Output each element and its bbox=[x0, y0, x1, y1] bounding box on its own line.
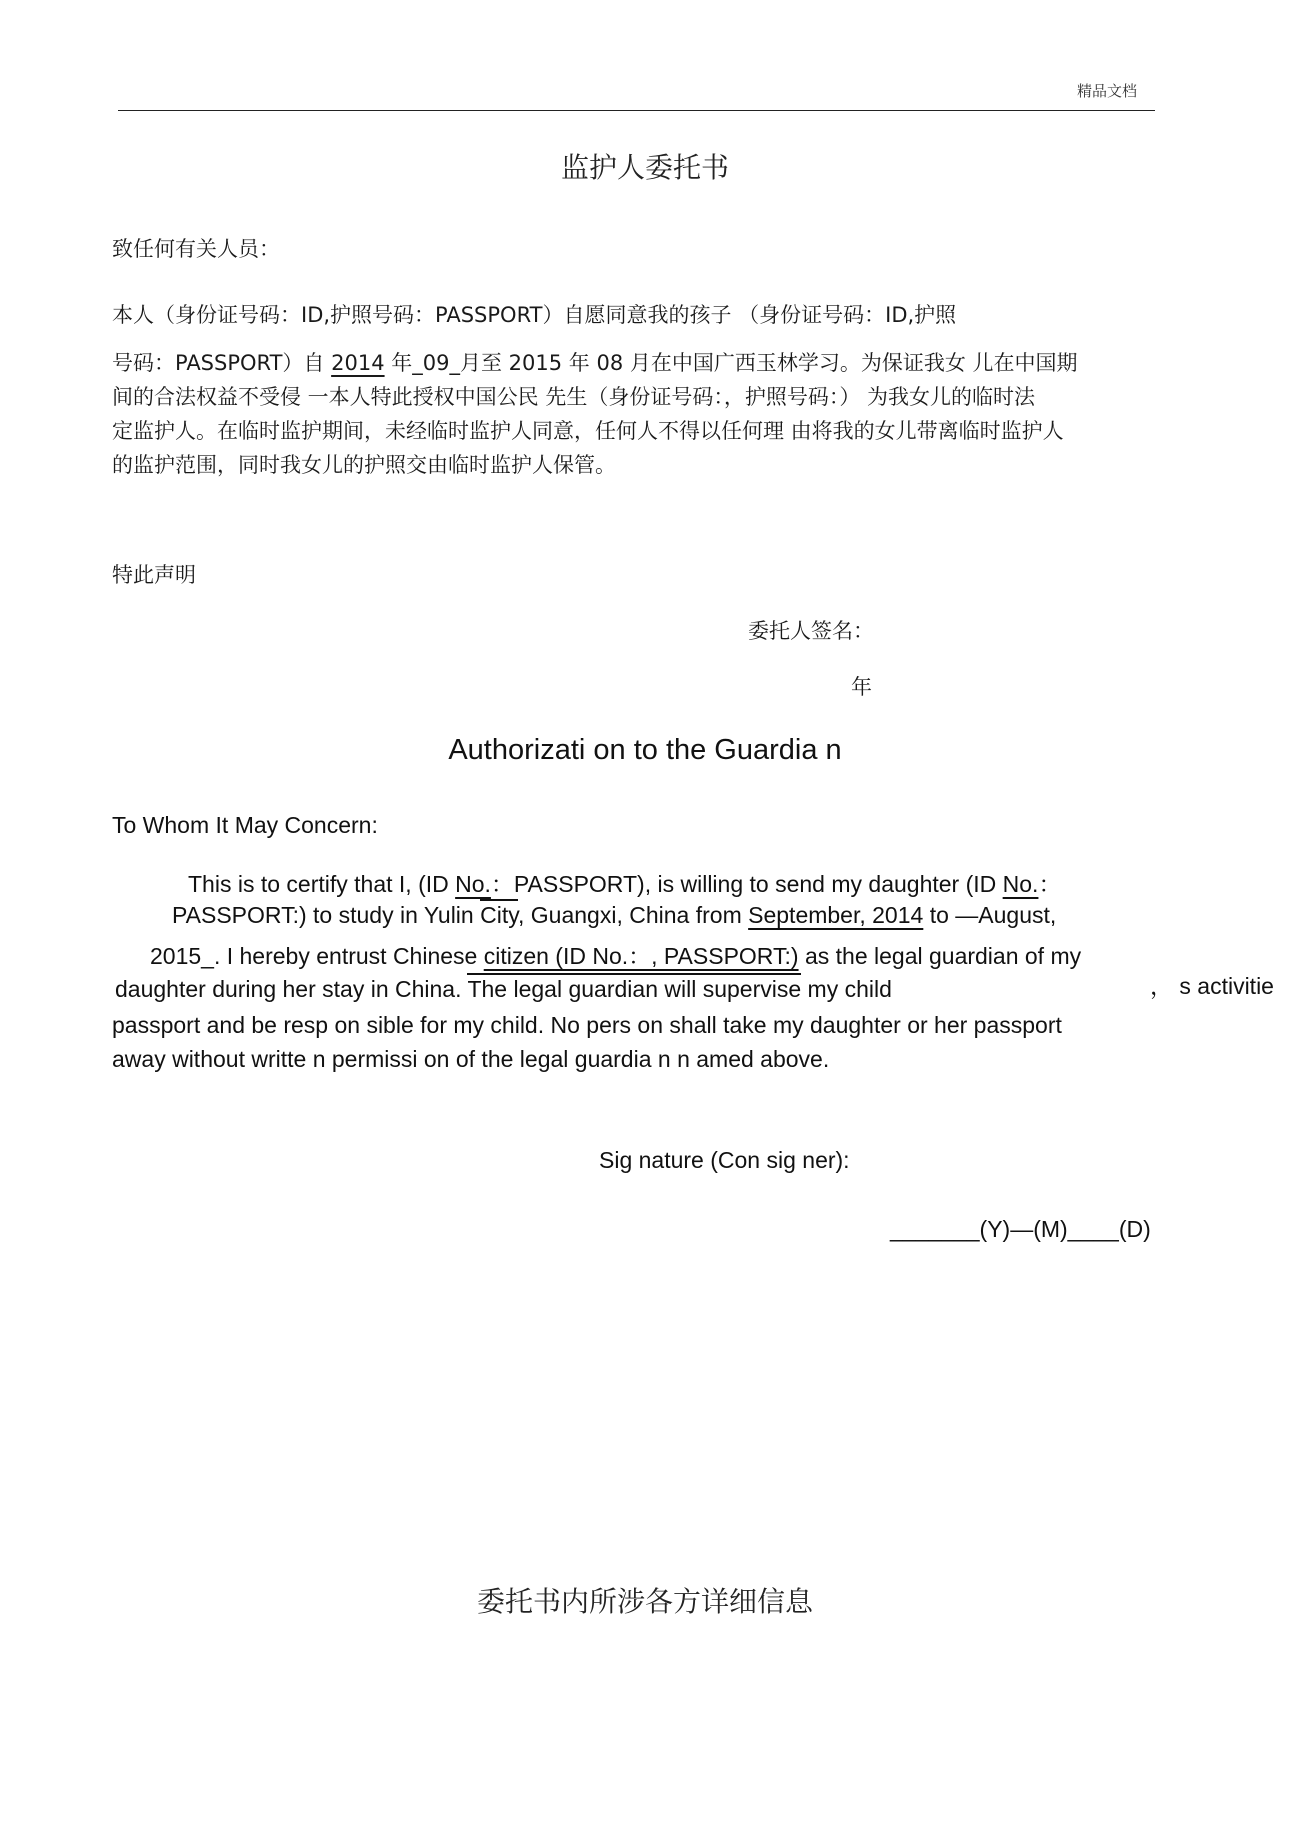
city-word: City bbox=[480, 899, 518, 928]
declaration-zh: 特此声明 bbox=[112, 563, 196, 587]
body-en-line-1-b: ：PASSPORT), is willing to send my daughter (ID bbox=[490, 871, 1003, 897]
body-zh-line-4: 定监护人。在临时监护期间，未经临时监护人同意，任何人不得以任何理 由将我的女儿带离临时监护人 bbox=[112, 419, 1064, 443]
details-heading-zh: 委托书内所涉各方详细信息 bbox=[476, 1585, 813, 1618]
body-en-line-3-a: 2015_. I hereby entrust Chinese bbox=[150, 943, 484, 969]
body-en-line-1-a: This is to certify that I, (ID bbox=[188, 871, 456, 897]
signature-label-zh: 委托人签名： bbox=[748, 619, 874, 643]
salutation-en: To Whom It May Concern: bbox=[112, 812, 378, 838]
body-en-line-2-a: PASSPORT:) to study in Yulin bbox=[172, 902, 481, 928]
date-line-en: _______(Y)—(M)____(D) bbox=[890, 1216, 1151, 1242]
body-en-line-3-b: as the legal guardian of my bbox=[798, 943, 1082, 969]
body-en-line-2 bbox=[172, 902, 1056, 929]
body-en-line-4-tail: ， s activitie bbox=[1150, 973, 1274, 999]
citizen-id: citizen (ID No.：, PASSPORT:) bbox=[483, 943, 799, 969]
body-zh-line-2 bbox=[112, 346, 1078, 380]
page-title-en: Authorizati on to the Guardia n bbox=[448, 734, 842, 766]
date-year-label-zh: 年 bbox=[851, 675, 872, 699]
legal-guardian-phrase: The legal guardian will supervise bbox=[467, 973, 801, 1002]
body-en-line-4-a: daughter during her stay in China. bbox=[115, 976, 468, 1002]
signature-label-en: Sig nature (Con sig ner): bbox=[599, 1147, 850, 1173]
body-en-line-2-c: to —August, bbox=[923, 902, 1057, 928]
start-date: September, 2014 bbox=[748, 902, 924, 928]
body-en-line-1-c: ： bbox=[1038, 871, 1062, 897]
body-zh-line-1: 本人（身份证号码：ID,护照号码：PASSPORT）自愿同意我的孩子 （身份证号码：ID,护照 bbox=[112, 303, 957, 327]
salutation-zh: 致任何有关人员： bbox=[112, 237, 280, 261]
body-zh-line-2-end: 年_09_月至 2015 年 08 月在中国广西玉林学习。为保证我女 儿在中国期 bbox=[391, 351, 1078, 375]
body-en-line-5: passport and be resp on sible for my child. No pers on shall take my daughter or her passport bbox=[112, 1012, 1062, 1038]
header-divider bbox=[118, 110, 1155, 111]
body-zh-line-2-start: 号码：PASSPORT）自 bbox=[112, 351, 325, 375]
header-tag: 精品文档 bbox=[1077, 82, 1138, 100]
body-en-line-4 bbox=[115, 976, 892, 1003]
id-no-1: No. bbox=[455, 871, 491, 897]
body-zh-line-5: 的监护范围，同时我女儿的护照交由临时监护人保管。 bbox=[112, 453, 616, 477]
page-title-zh: 监护人委托书 bbox=[560, 151, 729, 184]
body-en-line-1 bbox=[188, 866, 1061, 899]
body-zh-year-2014: 2014 bbox=[331, 351, 385, 375]
body-en-line-3 bbox=[150, 938, 1081, 971]
body-en-line-2-b: , Guangxi, China from bbox=[518, 902, 749, 928]
body-en-line-6: away without writte n permissi on of the legal guardia n n amed above. bbox=[112, 1046, 830, 1072]
id-no-2: No. bbox=[1002, 871, 1039, 897]
body-zh-line-3: 间的合法权益不受侵 一本人特此授权中国公民 先生（身份证号码：，护照号码：） 为我女儿的临时法 bbox=[112, 385, 1036, 409]
body-en-line-4-b: my child bbox=[801, 976, 892, 1002]
